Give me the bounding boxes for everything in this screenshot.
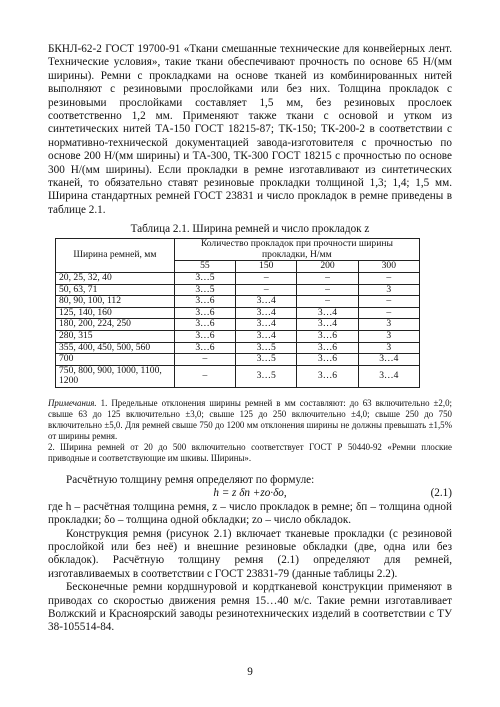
strength-col-150: 150 [236, 261, 297, 273]
cell-ply-count: 3…4 [236, 307, 297, 319]
cell-ply-count: 3…6 [174, 296, 235, 308]
cell-ply-count: 3…4 [236, 296, 297, 308]
cell-ply-count: 3 [358, 342, 419, 354]
table-row [56, 354, 420, 366]
cell-ply-count: – [358, 307, 419, 319]
cell-ply-count: 3…5 [236, 342, 297, 354]
width-column-header: Ширина ремней, мм [56, 239, 175, 273]
strength-group-header: Количество прокладок при прочности ширины прокладки, Н/мм [174, 239, 419, 261]
note-2: 2. Ширина ремней от 20 до 500 включительно соответствует ГОСТ Р 50440-92 «Ремни плоские приводные и соответствующие им шкивы. Ширины». [48, 442, 452, 463]
note-1: 1. Предельные отклонения ширины ремней в мм составляют: до 63 включительно ±2,0; свыше 63 до 125 включительно ±3,0; свыше 125 до 250 включительно ±4,0; свыше 250 до 750 включительно ±5,0. Для ремней свыше 750 до 1200 мм отклонения ширины не должны превышать ±1,5% от ширины ремня. [48, 398, 452, 441]
cell-ply-count: 3…6 [297, 331, 358, 343]
table-row [56, 273, 420, 285]
cell-ply-count: 3 [358, 331, 419, 343]
table-caption: Таблица 2.1. Ширина ремней и число прокладок z [130, 223, 370, 236]
table-row [56, 331, 420, 343]
strength-col-55: 55 [174, 261, 235, 273]
where-paragraph: где h – расчётная толщина ремня, z – число прокладок в ремне; δп – толщина одной прокладки; δо – толщина одной обкладки; zо – число обкладок. [48, 500, 452, 527]
cell-ply-count: – [297, 273, 358, 285]
cell-ply-count: – [297, 284, 358, 296]
cell-ply-count: – [358, 273, 419, 285]
cell-ply-count: 3…4 [358, 354, 419, 366]
formula: h = z δп +zо·δо, [213, 487, 287, 500]
formula-line [48, 487, 452, 500]
cell-ply-count: 3…5 [236, 354, 297, 366]
cell-ply-count: 3…5 [174, 284, 235, 296]
cell-ply-count: 3…6 [174, 331, 235, 343]
cell-ply-count: 3…5 [174, 273, 235, 285]
table-header-row [56, 239, 420, 261]
cell-width: 80, 90, 100, 112 [56, 296, 175, 308]
cell-width: 355, 400, 450, 500, 560 [56, 342, 175, 354]
cell-width: 280, 315 [56, 331, 175, 343]
table-row [56, 365, 420, 387]
cell-width: 700 [56, 354, 175, 366]
table-row [56, 307, 420, 319]
cell-ply-count: 3…6 [297, 342, 358, 354]
cell-width: 180, 200, 224, 250 [56, 319, 175, 331]
strength-col-200: 200 [297, 261, 358, 273]
cell-ply-count: 3…5 [236, 365, 297, 387]
cell-ply-count: 3 [358, 284, 419, 296]
cell-width: 125, 140, 160 [56, 307, 175, 319]
belt-width-table [55, 238, 420, 388]
cell-width: 50, 63, 71 [56, 284, 175, 296]
page-number: 9 [247, 666, 253, 678]
cell-ply-count: 3…4 [358, 365, 419, 387]
table-body [56, 273, 420, 388]
construction-paragraph: Конструкция ремня (рисунок 2.1) включает тканевые прокладки (с резиновой прослойкой или без неё) и внешние резиновые обкладки (две, одна или без обкладок). Расчётную толщину ремня (2.1) определяют для ремней, изготавливаемых в соответствии с ГОСТ 23831-79 (данные таблицы 2.2). [48, 527, 452, 580]
cell-ply-count: 3…6 [174, 307, 235, 319]
formula-number: (2.1) [430, 487, 452, 500]
endless-belts-paragraph: Бесконечные ремни кордшнуровой и кордтканевой конструкции применяют в приводах со скоростью движения ремня 15…40 м/с. Такие ремни изготавливает Волжский и Красноярский заводы резинотехнических изделий в соответствии с ТУ 38-105514-84. [48, 581, 452, 634]
cell-ply-count: – [236, 284, 297, 296]
cell-ply-count: 3…4 [297, 319, 358, 331]
cell-ply-count: 3…6 [174, 319, 235, 331]
cell-ply-count: – [174, 354, 235, 366]
cell-ply-count: 3 [358, 319, 419, 331]
notes-label: Примечания. [48, 398, 97, 408]
cell-ply-count: 3…6 [174, 342, 235, 354]
cell-ply-count: – [358, 296, 419, 308]
cell-ply-count: 3…4 [236, 319, 297, 331]
cell-ply-count: 3…6 [297, 354, 358, 366]
cell-ply-count: – [236, 273, 297, 285]
cell-ply-count: 3…4 [297, 307, 358, 319]
cell-ply-count: 3…6 [297, 365, 358, 387]
cell-width: 20, 25, 32, 40 [56, 273, 175, 285]
cell-width: 750, 800, 900, 1000, 1100, 1200 [56, 365, 175, 387]
table-row [56, 319, 420, 331]
table-row [56, 296, 420, 308]
table-row [56, 342, 420, 354]
cell-ply-count: 3…4 [236, 331, 297, 343]
table-row [56, 284, 420, 296]
strength-col-300: 300 [358, 261, 419, 273]
cell-ply-count: – [297, 296, 358, 308]
intro-paragraph: БКНЛ-62-2 ГОСТ 19700-91 «Ткани смешанные технические для конвейерных лент. Технические условия», такие ткани обеспечивают прочность по основе 65 Н/(мм ширины). Ремни с прокладками на основе тканей из комбинированных нитей выполняют с резиновыми прослойками или без них. Толщина прокладок с резиновыми прослойками составляет 1,5 мм, без резиновых прослоек соответственно 1,2 мм. Применяют также ткани с основой и утком из синтетических нитей ТА-150 ГОСТ 18215-87; ТК-150; ТК-200-2 в соответствии с нормативно-технической документацией завода-изготовителя с прочностью по основе 200 Н/(мм ширины) и ТА-300, ТК-300 ГОСТ 18215 с прочностью по основе 300 Н/(мм ширины). Если прокладки в ремне изготавливают из синтетических тканей, то обязательно ставят резиновые прокладки толщиной 1,3; 1,4; 1,5 мм. Ширина стандартных ремней ГОСТ 23831 и число прокладок в ремне приведены в таблице 2.1. [48, 43, 452, 216]
cell-ply-count: – [174, 365, 235, 387]
formula-intro: Расчётную толщину ремня определяют по формуле: [66, 474, 315, 486]
table-notes [48, 398, 452, 464]
